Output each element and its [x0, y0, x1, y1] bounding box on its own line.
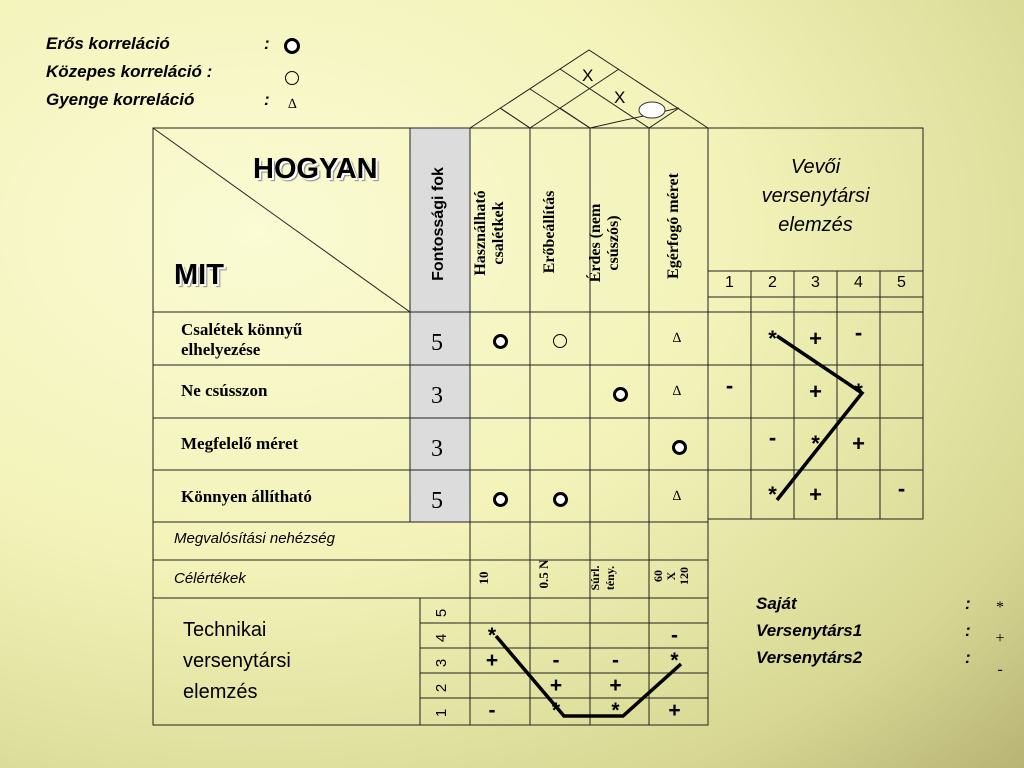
customer-mark-own: *	[768, 481, 777, 507]
legend-strong-colon: :	[264, 34, 270, 53]
roof-mark-x-1: X	[582, 66, 594, 85]
importance-row-1: 5	[431, 330, 443, 356]
column-header-2: Erőbeállítás	[541, 190, 558, 274]
customer-mark-competitor1: +	[809, 481, 822, 507]
competitor1-mark-icon: +	[995, 630, 1005, 647]
targets-label: Célértékek	[174, 570, 246, 587]
strong-correlation-icon	[672, 440, 687, 455]
customer-scale-4: 4	[854, 274, 863, 291]
technical-mark-own: *	[487, 624, 497, 647]
what-row-1: Csalétek könnyű elhelyezése	[181, 320, 303, 359]
own-mark-icon: *	[996, 599, 1004, 616]
technical-scale-4: 4	[433, 633, 450, 643]
technical-scale-2: 2	[433, 683, 450, 693]
competitor-legend-colons: : : :	[965, 594, 971, 667]
technical-mark-competitor1: +	[485, 649, 499, 672]
customer-mark-competitor2: -	[897, 475, 906, 501]
roof-oval-icon	[639, 102, 665, 118]
technical-mark-own: *	[670, 649, 679, 672]
customer-scale	[708, 274, 923, 292]
technical-mark-competitor2: -	[552, 649, 560, 672]
technical-mark-own: *	[611, 699, 620, 722]
legend-weak-colon: :	[264, 90, 270, 109]
column-header-3: Érdes (nem csúszós)	[587, 203, 622, 283]
customer-mark-own: *	[811, 431, 820, 456]
weak-correlation-icon: ∆	[288, 97, 297, 112]
competitor2-mark-icon: -	[997, 661, 1003, 678]
technical-mark-competitor1: +	[549, 674, 563, 697]
importance-row-2: 3	[431, 383, 443, 409]
competitor-legend-1: Versenytárs1	[756, 621, 863, 640]
customer-mark-competitor2: -	[725, 372, 734, 398]
technical-mark-competitor2: -	[671, 624, 678, 647]
strong-correlation-icon	[284, 38, 300, 54]
importance-header: Fontossági fok	[430, 167, 447, 281]
roof-mark-x-2: X	[614, 88, 626, 107]
customer-mark-competitor2: -	[768, 425, 777, 450]
strong-correlation-icon	[493, 334, 508, 349]
medium-correlation-icon	[285, 71, 299, 85]
technical-mark-own: *	[551, 699, 561, 722]
technical-mark-competitor1: +	[609, 674, 622, 697]
customer-mark-competitor1: +	[852, 431, 865, 456]
competitor-legend-marks	[992, 592, 1008, 685]
customer-mark-competitor2: -	[854, 319, 863, 345]
customer-mark-competitor1: +	[809, 325, 822, 351]
technical-analysis-title: Technikai versenytársi elemzés	[183, 619, 291, 703]
importance-row-4: 5	[431, 488, 443, 514]
what-row-3: Megfelelő méret	[181, 434, 299, 453]
competitor-legend-own: Saját	[756, 594, 797, 613]
target-value-2: 0.5 N	[536, 559, 551, 589]
customer-scale-2: 2	[768, 274, 777, 291]
customer-scale-5: 5	[897, 274, 906, 291]
importance-row-3: 3	[431, 436, 443, 462]
weak-correlation-icon: ∆	[672, 489, 682, 504]
medium-correlation-icon	[553, 334, 567, 348]
column-header-4: Egérfogó méret	[665, 173, 682, 279]
target-value-1: 10	[476, 571, 491, 585]
legend-strong	[46, 34, 170, 54]
technical-mark-competitor2: -	[488, 699, 496, 722]
customer-mark-competitor1: +	[809, 378, 822, 404]
target-value-4: 60 X 120	[651, 567, 691, 585]
strong-correlation-icon	[493, 492, 508, 507]
weak-correlation-icon: ∆	[672, 384, 682, 399]
customer-scale-1: 1	[725, 274, 734, 291]
what-row-2: Ne csússzon	[181, 381, 268, 400]
legend-strong-label: Erős korreláció	[46, 34, 170, 53]
target-value-3: Súrl. tény.	[588, 565, 617, 591]
what-row-4: Könnyen állítható	[181, 487, 312, 506]
strong-correlation-icon	[613, 387, 628, 402]
technical-scale-3: 3	[433, 658, 450, 668]
technical-mark-competitor1: +	[668, 699, 681, 722]
strong-correlation-icon	[553, 492, 568, 507]
customer-scale-3: 3	[811, 274, 820, 291]
customer-analysis-title: Vevői versenytársi elemzés	[761, 156, 870, 236]
technical-scale-5: 5	[433, 608, 450, 618]
customer-mark-own: *	[768, 325, 777, 351]
technical-scale-1: 1	[433, 708, 450, 718]
competitor-legend-2: Versenytárs2	[756, 648, 863, 667]
mit-heading: MIT	[174, 259, 224, 291]
difficulty-label: Megvalósítási nehézség	[174, 530, 335, 547]
hogyan-heading: HOGYAN	[253, 153, 378, 185]
weak-correlation-icon: ∆	[672, 331, 682, 346]
customer-mark-own: *	[854, 378, 863, 404]
column-header-1: Használható csalétkek	[472, 190, 507, 276]
technical-mark-competitor2: -	[612, 649, 619, 672]
legend-medium-label: Közepes korreláció :	[46, 62, 213, 81]
legend-weak-label: Gyenge korreláció	[46, 90, 195, 109]
competitor-legend-names	[756, 590, 862, 671]
